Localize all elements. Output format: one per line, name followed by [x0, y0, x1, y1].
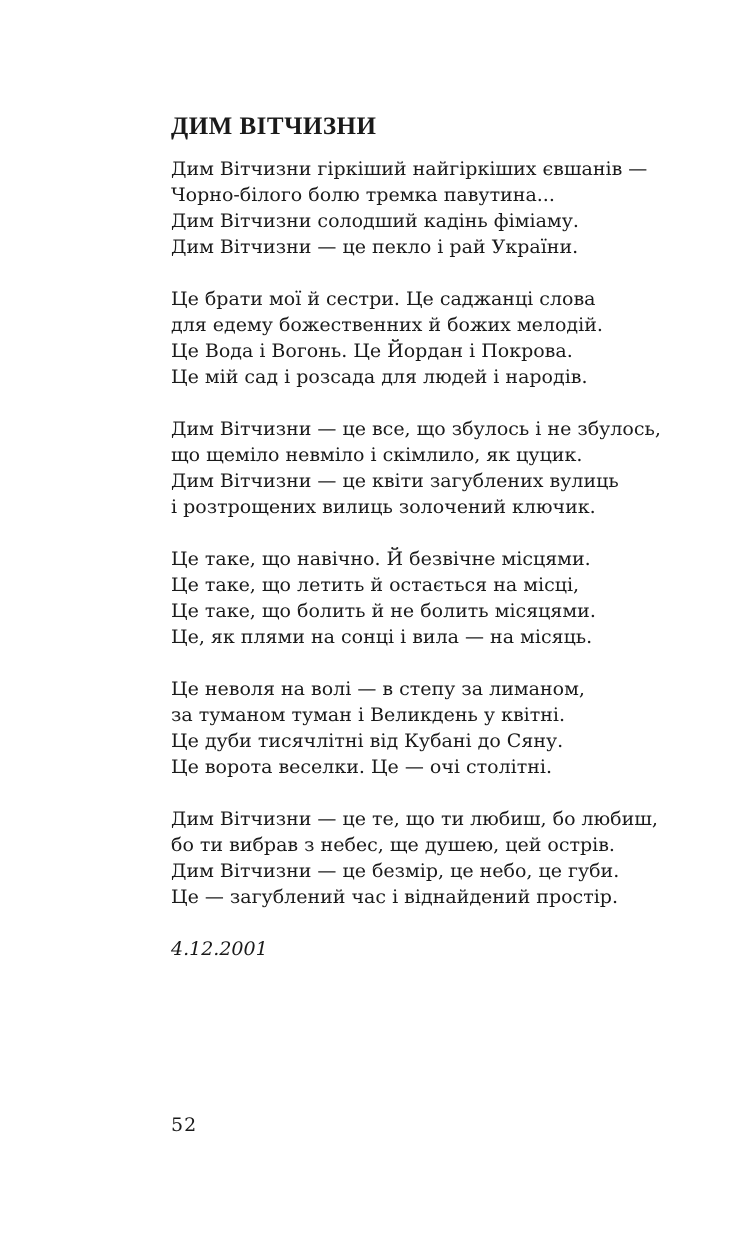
poem-page	[171, 110, 711, 962]
poem-line: Дим Вітчизни — це пекло і рай України.	[171, 236, 579, 258]
stanza-3	[171, 416, 711, 520]
stanza-1	[171, 156, 711, 260]
stanza-6	[171, 806, 711, 910]
poem-line: і розтрощених вилиць золочений ключик.	[171, 496, 596, 518]
poem-line: Це ворота веселки. Це — очі столітні.	[171, 756, 553, 778]
stanza-2	[171, 286, 711, 390]
poem-line: що щеміло невміло і скімлило, як цуцик.	[171, 444, 583, 466]
poem-line: Це брати мої й сестри. Це саджанці слова	[171, 288, 596, 310]
poem-line: Це таке, що навічно. Й безвічне місцями.	[171, 548, 591, 570]
poem-line: Це таке, що летить й остається на місці,	[171, 574, 580, 596]
poem-date: 4.12.2001	[171, 938, 268, 960]
poem-title: ДИМ ВІТЧИЗНИ	[171, 113, 377, 140]
poem-line: бо ти вибрав з небес, ще душею, цей острів.	[171, 834, 615, 856]
poem-line: Це, як плями на сонці і вила — на місяць.	[171, 626, 593, 648]
poem-line: Чорно-білого болю тремка павутина...	[171, 184, 555, 206]
poem-line: Дим Вітчизни — це те, що ти любиш, бо любиш,	[171, 808, 658, 830]
poem-line: Дим Вітчизни гіркіший найгіркіших євшанів —	[171, 158, 648, 180]
poem-line: Це дуби тисячлітні від Кубані до Сяну.	[171, 730, 564, 752]
poem-line: Дим Вітчизни — це безмір, це небо, це губи.	[171, 860, 620, 882]
page-number: 52	[171, 1114, 198, 1136]
stanza-4	[171, 546, 711, 650]
poem-line: Це — загублений час і віднайдений простір.	[171, 886, 618, 908]
poem-line: Це мій сад і розсада для людей і народів.	[171, 366, 588, 388]
poem-line: Дим Вітчизни — це квіти загублених вулиць	[171, 470, 619, 492]
poem-line: Це таке, що болить й не болить місяцями.	[171, 600, 596, 622]
poem-line: Дим Вітчизни — це все, що збулось і не збулось,	[171, 418, 661, 440]
poem-line: Це неволя на волі — в степу за лиманом,	[171, 678, 585, 700]
poem-line: за туманом туман і Великдень у квітні.	[171, 704, 566, 726]
poem-line: Дим Вітчизни солодший кадінь фіміаму.	[171, 210, 579, 232]
stanza-5	[171, 676, 711, 780]
poem-line: для едему божественних й божих мелодій.	[171, 314, 603, 336]
poem-line: Це Вода і Вогонь. Це Йордан і Покрова.	[171, 340, 573, 362]
